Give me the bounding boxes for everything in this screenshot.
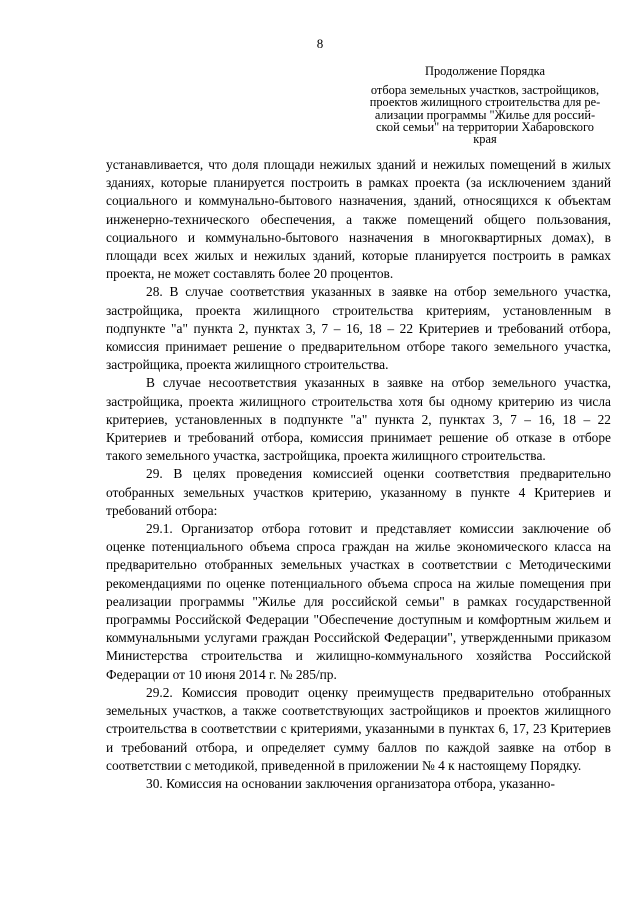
paragraph-30: 30. Комиссия на основании заключения организатора отбора, указанно- (146, 775, 555, 791)
continuation-line: ской семьи" на территории Хабаровского (376, 119, 594, 134)
paragraph-29-2: 29.2. Комиссия проводит оценку преимуществ предварительно отобранных земельных участков, а также соответствующих застройщиков и проектов жилищного строительства в соответствии с критериями, указанными в пунктах 6, 17, 23 Критериев и требований отбора, и определяет сумму баллов по каждой заявке на отбор в соответствии с методикой, приведенной в приложении № 4 к настоящему Порядку. (106, 684, 611, 773)
paragraph-28: 28. В случае соответствия указанных в заявке на отбор земельного участка, застройщика, проекта жилищного строительства критериям, установленным в подпункте "а" пункта 2, пунктах 3, 7 – 16, 18 – 22 Критериев и требований отбора, комиссия принимает решение о предварительном отборе такого земельного участка, застройщика, проекта жилищного строительства. (106, 284, 611, 373)
continuation-header (360, 65, 610, 145)
paragraph-continuation: устанавливается, что доля площади нежилых зданий и нежилых помещений в жилых зданиях, которые планируется построить в рамках проекта (за исключением зданий социального и коммунально-бытового назначения, зданий, относящихся к объектам инженерно-технического обеспечения, а также помещений общего пользования, социального и коммунально-бытового назначения в многоквартирных домах), в площади всех жилых и нежилых зданий, которые планируется построить в рамках проекта, не может составлять более 20 процентов. (106, 157, 611, 282)
paragraph-29: 29. В целях проведения комиссией оценки соответствия предварительно отобранных земельных участков критерию, указанному в пункте 4 Критериев и требований отбора: (106, 466, 611, 518)
continuation-title: Продолжение Порядка (425, 64, 545, 78)
paragraph-29-1: 29.1. Организатор отбора готовит и представляет комиссии заключение об оценке потенциального объема спроса граждан на жилье экономического класса на предварительно отобранных земельных участках в соответствии с Методическими рекомендациями по оценке потенциального объема спроса на жилые помещения при реализации программы "Жилье для российской семьи" в рамках государственной программы Российской Федерации "Обеспечение доступным и комфортным жильем и коммунальными услугами граждан Российской Федерации", утвержденными приказом Министерства строительства и жилищно-коммунального хозяйства Российской Федерации от 10 июня 2014 г. № 285/пр. (106, 521, 611, 682)
document-body (106, 156, 611, 793)
continuation-line: проектов жилищного строительства для ре- (369, 95, 601, 110)
page-number: 8 (316, 36, 324, 51)
continuation-line: отбора земельных участков, застройщиков, (370, 83, 600, 98)
paragraph-28-mismatch: В случае несоответствия указанных в заявке на отбор земельного участка, застройщика, проекта жилищного строительства хотя бы одному критерию из числа критериев, установленных в подпункте "а" пункта 2, пунктах 3, 7 – 16, 18 – 22 Критериев и требований отбора, комиссия принимает решение об отказе в отборе такого земельного участка, застройщика, проекта жилищного строительства. (106, 375, 611, 464)
continuation-line: края (473, 132, 497, 147)
continuation-line: ализации программы "Жилье для россий- (374, 107, 596, 122)
